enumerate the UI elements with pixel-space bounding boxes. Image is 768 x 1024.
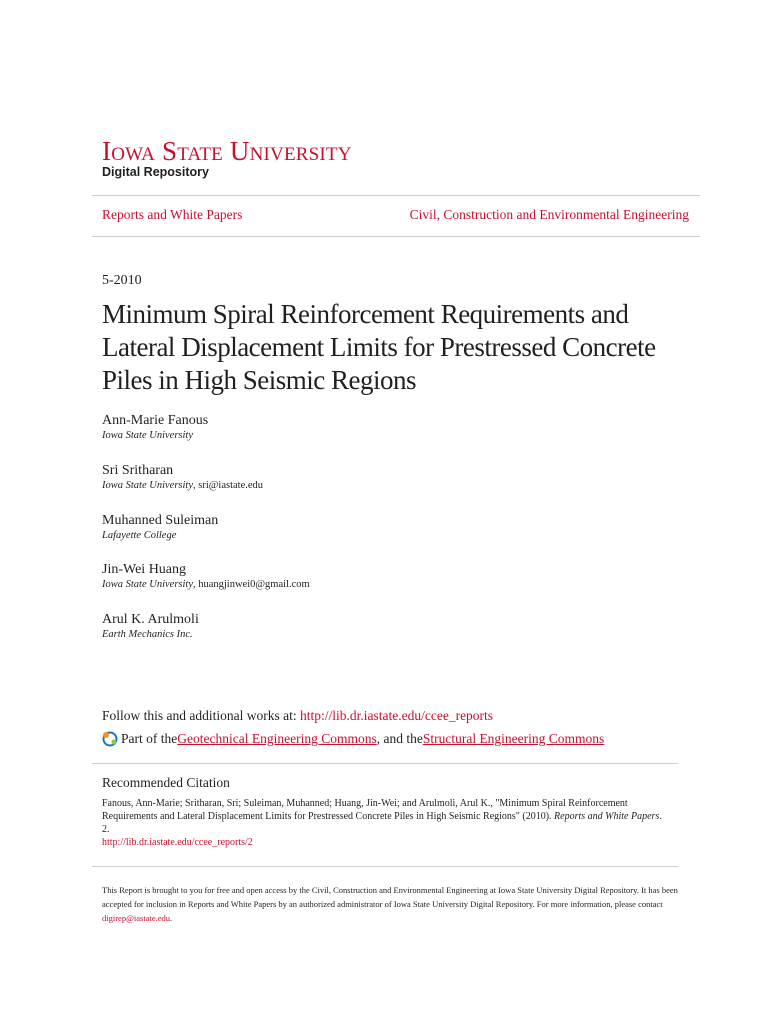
- part-of-line: [102, 731, 604, 747]
- author-affiliation: Iowa State University, sri@iastate.edu: [102, 480, 264, 491]
- structural-commons-link[interactable]: Structural Engineering Commons: [422, 731, 605, 746]
- university-logo-text: Iowa State University: [102, 136, 352, 166]
- author-entry: [102, 412, 208, 443]
- collection-url-link[interactable]: http://lib.dr.iastate.edu/ccee_reports: [300, 708, 494, 723]
- part-of-middle: , and the: [376, 731, 423, 746]
- author-entry: [102, 462, 263, 493]
- author-affiliation: Iowa State University, huangjinwei0@gmail.com: [102, 579, 310, 590]
- follow-label: Follow this and additional works at:: [102, 708, 300, 723]
- author-affiliation: Iowa State University: [102, 430, 193, 441]
- nav-bottom-divider: [92, 236, 700, 237]
- author-affiliation: Earth Mechanics Inc.: [102, 629, 193, 640]
- citation-text: Fanous, Ann-Marie; Sritharan, Sri; Suleiman, Muhanned; Huang, Jin-Wei; and Arulmoli, Arul K., "Minimum Spiral Reinforcement Requirements and Lateral Displacement Limits for Prestressed Concrete Piles in High Seismic Regions" (2010).: [102, 798, 628, 822]
- author-affiliation: Lafayette College: [102, 530, 177, 541]
- access-statement: [102, 883, 682, 925]
- author-name[interactable]: Arul K. Arulmoli: [102, 612, 199, 627]
- department-link[interactable]: Civil, Construction and Environmental Engineering: [409, 207, 689, 222]
- contact-email-link[interactable]: digirep@iastate.edu: [102, 913, 171, 923]
- geotechnical-commons-link[interactable]: Geotechnical Engineering Commons: [177, 731, 377, 746]
- author-entry: [102, 512, 218, 543]
- citation-series: Reports and White Papers: [554, 811, 660, 822]
- author-name[interactable]: Ann-Marie Fanous: [102, 413, 209, 428]
- access-statement-text: This Report is brought to you for free and open access by the Civil, Construction and Environmental Engineering at Iowa State University Digital Repository. It has been accepted for inclusion in Reports and White Papers by an authorized administrator of Iowa State University Digital Repository. For more information, please contact: [102, 885, 678, 909]
- follow-line: [102, 708, 493, 724]
- part-of-prefix: Part of the: [121, 731, 178, 746]
- recommended-citation-heading: Recommended Citation: [102, 775, 230, 790]
- commons-network-icon: [102, 731, 118, 747]
- author-name[interactable]: Muhanned Suleiman: [102, 513, 219, 528]
- author-name[interactable]: Sri Sritharan: [102, 463, 174, 478]
- citation-block: [102, 797, 662, 849]
- author-entry: [102, 611, 199, 642]
- author-name[interactable]: Jin-Wei Huang: [102, 562, 187, 577]
- citation-end: . 2.: [102, 811, 662, 835]
- paper-title: Minimum Spiral Reinforcement Requirements and Lateral Displacement Limits for Prestressed Concrete Piles in High Seismic Regions: [102, 299, 656, 395]
- publication-date: 5-2010: [102, 273, 142, 288]
- access-statement-end: .: [170, 913, 173, 923]
- citation-divider: [92, 763, 678, 764]
- top-divider: [92, 195, 700, 196]
- citation-url-link[interactable]: http://lib.dr.iastate.edu/ccee_reports/2: [102, 837, 253, 848]
- author-entry: [102, 561, 310, 592]
- collection-link[interactable]: Reports and White Papers: [102, 207, 243, 222]
- footer-divider: [92, 866, 678, 867]
- repository-name: Digital Repository: [102, 165, 209, 179]
